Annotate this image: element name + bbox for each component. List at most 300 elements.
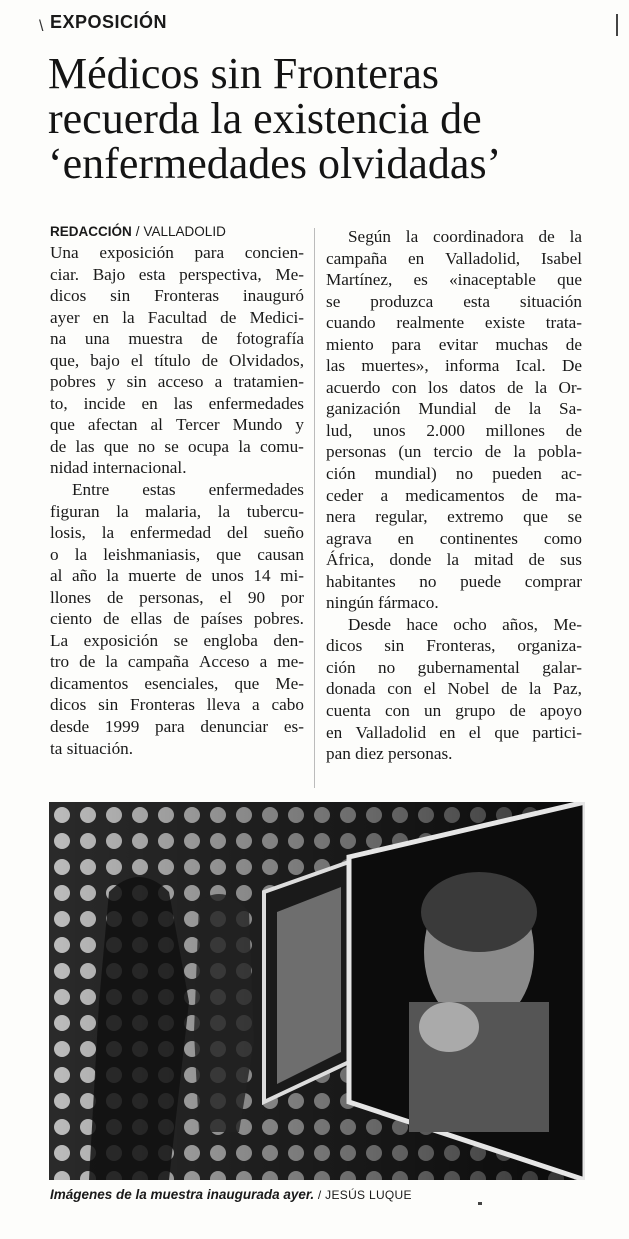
- article-line: [50, 673, 304, 695]
- word: coordinadora: [433, 227, 524, 246]
- article-line: [50, 393, 304, 415]
- word: Ical.: [515, 356, 546, 376]
- word: esenciales,: [144, 673, 219, 693]
- word: Una: [50, 243, 79, 262]
- word: de: [521, 485, 539, 505]
- article-line: [326, 226, 582, 248]
- word: cuando: [326, 313, 376, 333]
- word: y: [295, 415, 304, 435]
- word: la: [569, 227, 582, 246]
- word: hace: [406, 614, 438, 634]
- word: ocupa: [188, 436, 230, 456]
- word: las: [75, 436, 95, 456]
- article-line: pan diez personas.: [326, 744, 453, 764]
- caption-text: Imágenes de la muestra inaugurada ayer.: [50, 1187, 315, 1202]
- photo-credit: / JESÚS LUQUE: [317, 1188, 412, 1202]
- word: sin: [110, 286, 131, 306]
- word: a: [380, 485, 389, 505]
- word: galar-: [542, 657, 582, 677]
- word: se: [326, 291, 341, 311]
- word: un: [423, 701, 442, 721]
- word: ciar.: [50, 264, 80, 284]
- word: de: [484, 442, 502, 462]
- word: y: [106, 372, 116, 392]
- word: en: [407, 248, 425, 268]
- word: el: [130, 350, 144, 370]
- word: tro: [50, 652, 70, 672]
- word: llones: [50, 587, 92, 607]
- word: ac-: [560, 464, 582, 484]
- word: mitad: [474, 550, 514, 570]
- word: en: [439, 722, 456, 742]
- word: unos: [211, 566, 244, 586]
- word: De: [561, 356, 582, 376]
- word: donde: [389, 550, 432, 570]
- word: de: [507, 377, 524, 397]
- word: Me-: [553, 614, 582, 634]
- word: Or-: [558, 377, 582, 397]
- word: pobres: [50, 372, 96, 392]
- article-line: [326, 678, 582, 700]
- word: al: [50, 566, 63, 586]
- word: miento: [326, 334, 374, 354]
- word: de: [501, 679, 518, 699]
- article-line: [50, 565, 304, 587]
- photo-caption: [50, 1187, 412, 1202]
- word: Facultad: [147, 307, 207, 327]
- word: enfermedades: [208, 393, 304, 413]
- word: perspectiva,: [179, 264, 262, 284]
- article-line: ningún fármaco.: [326, 593, 439, 613]
- article-line: [326, 571, 582, 593]
- word: dicamentos: [50, 673, 129, 693]
- word: Martínez,: [326, 270, 393, 290]
- word: de: [565, 334, 582, 354]
- article-line: [50, 716, 304, 738]
- word: de: [509, 701, 526, 721]
- word: en: [141, 393, 158, 413]
- article-line: [50, 328, 304, 350]
- article-line: [50, 501, 304, 523]
- word: de: [107, 587, 124, 607]
- word: los: [427, 377, 449, 397]
- word: para: [391, 334, 422, 354]
- word: Mundo: [232, 415, 283, 435]
- word: Valladolid: [355, 722, 427, 742]
- byline: [50, 224, 304, 239]
- word: acceso: [157, 372, 204, 392]
- article-line: [326, 441, 582, 463]
- word: o: [50, 544, 59, 564]
- word: me-: [277, 652, 304, 672]
- word: que: [494, 722, 520, 742]
- margin-mark: [478, 1202, 482, 1205]
- word: que: [216, 544, 242, 564]
- word: de: [220, 307, 237, 327]
- word: millones: [485, 420, 545, 440]
- article-line: [50, 414, 304, 436]
- word: que: [234, 673, 260, 693]
- word: no: [419, 571, 437, 591]
- word: en: [92, 307, 109, 327]
- word: Fronteras: [130, 695, 195, 715]
- word: exposición: [99, 243, 174, 262]
- article-line: [50, 608, 304, 630]
- word: años,: [502, 614, 538, 634]
- word: la: [534, 377, 548, 397]
- word: es-: [283, 717, 304, 737]
- word: den-: [273, 630, 304, 650]
- word: que: [557, 270, 582, 290]
- word: losis,: [50, 523, 86, 543]
- word: 14: [253, 566, 271, 586]
- article-line: [326, 420, 582, 442]
- word: exposición: [83, 630, 159, 650]
- word: informa: [444, 356, 500, 376]
- word: no: [455, 464, 474, 484]
- article-line: [50, 242, 304, 264]
- article-line: [326, 398, 582, 420]
- byline-separator: /: [135, 224, 140, 239]
- word: datos: [459, 377, 496, 397]
- word: la: [217, 501, 231, 521]
- word: de: [538, 227, 555, 246]
- word: una: [84, 329, 110, 349]
- margin-mark: \: [39, 18, 44, 35]
- word: 2.000: [426, 420, 465, 440]
- word: regular,: [375, 507, 428, 527]
- word: a: [259, 652, 268, 672]
- word: como: [543, 528, 582, 548]
- word: de: [173, 609, 190, 629]
- word: continentes: [439, 528, 518, 548]
- article-line: [326, 549, 582, 571]
- article-line: [326, 722, 582, 744]
- article-column-left: [50, 224, 304, 759]
- word: ganización: [326, 399, 401, 419]
- article-line: [50, 285, 304, 307]
- word: el: [219, 587, 232, 607]
- word: Sa-: [559, 399, 582, 419]
- word: título: [154, 350, 191, 370]
- word: la: [74, 544, 88, 564]
- article-line: nidad internacional.: [50, 458, 187, 478]
- word: evitar: [438, 334, 478, 354]
- word: na: [50, 329, 67, 349]
- word: to,: [50, 393, 68, 413]
- byline-author: REDACCIÓN: [50, 224, 132, 239]
- word: dicos: [50, 286, 87, 306]
- word: de: [201, 350, 218, 370]
- article-line: [326, 528, 582, 550]
- word: extremo: [447, 507, 504, 527]
- word: de: [201, 329, 218, 349]
- article-line: [326, 269, 582, 291]
- article-column-right: [326, 226, 582, 765]
- word: engloba: [203, 630, 258, 650]
- article-line: [326, 700, 582, 722]
- word: Fronteras,: [426, 636, 496, 656]
- word: año: [71, 566, 97, 586]
- word: Desde: [348, 614, 391, 634]
- word: comprar: [524, 571, 582, 591]
- word: grupo: [455, 701, 496, 721]
- word: enfermedad: [129, 523, 212, 543]
- word: muertes»,: [361, 356, 429, 376]
- article-line: [50, 350, 304, 372]
- paragraph-block: [326, 226, 582, 765]
- article-line: [50, 544, 304, 566]
- word: de: [494, 399, 511, 419]
- headline: [48, 49, 608, 188]
- article-line: [326, 248, 582, 270]
- article-line: [50, 694, 304, 716]
- column-divider: [314, 228, 315, 788]
- word: que: [50, 415, 75, 435]
- word: figuran: [50, 501, 100, 521]
- word: pobres.: [253, 609, 304, 629]
- word: Valladolid,: [445, 248, 521, 268]
- article-line: [50, 587, 304, 609]
- word: «inaceptable: [449, 270, 536, 290]
- word: concien-: [244, 243, 304, 262]
- word: Fronteras: [154, 286, 220, 306]
- article-line: [326, 355, 582, 377]
- word: de: [185, 566, 202, 586]
- word: produzca: [370, 291, 434, 311]
- word: Bajo: [92, 264, 126, 284]
- word: la: [122, 307, 135, 327]
- word: trata-: [545, 313, 582, 333]
- word: 90: [247, 587, 266, 607]
- word: pueden: [492, 464, 542, 484]
- word: a: [214, 372, 223, 392]
- article-line: [326, 506, 582, 528]
- word: no: [137, 436, 156, 456]
- word: el: [468, 722, 482, 742]
- word: la: [446, 550, 459, 570]
- word: tercio: [433, 442, 473, 462]
- word: personas,: [139, 587, 204, 607]
- word: del: [226, 523, 248, 543]
- word: el: [423, 679, 436, 699]
- word: de: [528, 550, 545, 570]
- word: la: [238, 436, 251, 456]
- word: ciento: [50, 609, 92, 629]
- article-line: [50, 264, 304, 286]
- word: que,: [50, 350, 80, 370]
- word: leishmaniasis,: [103, 544, 201, 564]
- word: dicos: [50, 695, 87, 715]
- word: la: [405, 227, 419, 246]
- word: la: [116, 501, 129, 521]
- headline-line: ‘enfermedades olvidadas’: [48, 138, 502, 188]
- word: fotografía: [236, 329, 304, 349]
- word: Medici-: [249, 307, 304, 327]
- word: organiza-: [517, 636, 582, 656]
- word: a: [252, 695, 260, 715]
- word: es: [413, 270, 428, 290]
- word: afectan: [87, 415, 138, 435]
- word: (un: [398, 442, 422, 462]
- word: bajo: [90, 350, 120, 370]
- article-line: [326, 614, 582, 636]
- article-line: [326, 312, 582, 334]
- word: La: [50, 630, 69, 650]
- article-line: [50, 479, 304, 501]
- word: Según: [348, 227, 391, 246]
- word: 1999: [104, 717, 140, 737]
- photo-image: [49, 802, 585, 1180]
- word: muestra: [128, 329, 183, 349]
- word: de: [50, 436, 67, 456]
- word: esta: [138, 264, 166, 284]
- word: la: [105, 652, 118, 672]
- word: estas: [142, 480, 176, 500]
- word: de: [79, 652, 96, 672]
- word: que: [103, 436, 129, 456]
- word: agrava: [326, 528, 372, 548]
- word: que: [523, 507, 548, 527]
- word: dicos: [326, 636, 363, 656]
- word: ceder: [326, 485, 364, 505]
- word: cabo: [271, 695, 304, 715]
- word: lleva: [206, 695, 241, 715]
- word: causan: [257, 544, 304, 564]
- word: las: [326, 356, 346, 376]
- headline-line: Médicos sin Fronteras: [48, 49, 440, 98]
- word: la: [528, 679, 542, 699]
- word: de: [103, 609, 120, 629]
- word: no: [378, 657, 396, 677]
- article-line: [326, 463, 582, 485]
- word: con: [391, 377, 417, 397]
- word: enfermedades: [208, 480, 304, 500]
- word: sin: [384, 636, 405, 656]
- word: esta: [463, 291, 490, 311]
- article-line: [50, 371, 304, 393]
- section-label: EXPOSICIÓN: [50, 12, 168, 32]
- paragraph-block: [50, 242, 304, 759]
- word: África,: [326, 550, 375, 570]
- word: sueño: [263, 523, 304, 543]
- word: ción: [326, 464, 356, 484]
- word: tratamien-: [233, 372, 304, 392]
- word: Me-: [275, 264, 304, 284]
- word: campaña: [127, 652, 189, 672]
- word: tubercu-: [246, 501, 304, 521]
- word: ocho: [453, 614, 487, 634]
- word: para: [194, 243, 225, 262]
- word: pobla-: [538, 442, 582, 462]
- article-line: [50, 307, 304, 329]
- word: se: [567, 507, 582, 527]
- word: países: [200, 609, 243, 629]
- word: denunciar: [200, 717, 269, 737]
- word: con: [387, 679, 413, 699]
- word: sin: [126, 372, 147, 392]
- word: incide: [83, 393, 126, 413]
- word: con: [385, 701, 410, 721]
- article-line: [50, 522, 304, 544]
- word: Acceso: [198, 652, 250, 672]
- word: ma-: [555, 485, 582, 505]
- word: nera: [326, 507, 356, 527]
- word: mi-: [280, 566, 304, 586]
- word: desde: [50, 717, 90, 737]
- word: existe: [484, 313, 525, 333]
- word: Me-: [275, 673, 304, 693]
- word: sin: [98, 695, 119, 715]
- word: por: [281, 587, 304, 607]
- word: de: [565, 420, 582, 440]
- word: donada: [326, 679, 376, 699]
- word: muchas: [495, 334, 549, 354]
- word: situación: [519, 291, 582, 311]
- word: malaria,: [145, 501, 202, 521]
- word: partici-: [532, 722, 582, 742]
- article-line: ta situación.: [50, 738, 134, 758]
- word: la: [513, 442, 526, 462]
- word: en: [397, 528, 414, 548]
- word: Mundial: [418, 399, 477, 419]
- word: puede: [460, 571, 502, 591]
- word: lud,: [326, 420, 353, 440]
- word: Nobel: [447, 679, 490, 699]
- word: en: [326, 722, 343, 742]
- word: gubernamental: [417, 657, 520, 677]
- article-line: [50, 630, 304, 652]
- word: para: [155, 717, 185, 737]
- word: ellas: [130, 609, 163, 629]
- article-line: [50, 436, 304, 458]
- word: Tercer: [175, 415, 220, 435]
- word: apoyo: [539, 701, 582, 721]
- word: realmente: [396, 313, 465, 333]
- headline-line: recuerda la existencia de: [48, 93, 482, 143]
- article-line: [50, 651, 304, 673]
- word: medicamentos: [405, 485, 505, 505]
- article-line: [326, 334, 582, 356]
- word: comu-: [259, 436, 304, 456]
- margin-mark: [616, 14, 618, 36]
- word: mundial): [374, 464, 437, 484]
- article-photo: [49, 802, 585, 1180]
- word: campaña: [326, 248, 388, 268]
- article-line: [326, 485, 582, 507]
- word: Isabel: [540, 248, 582, 268]
- word: Paz,: [552, 679, 582, 699]
- word: habitantes: [326, 571, 396, 591]
- word: ayer: [50, 307, 80, 327]
- word: unos: [373, 420, 406, 440]
- word: acuerdo: [326, 377, 381, 397]
- word: la: [528, 399, 542, 419]
- word: al: [150, 415, 163, 435]
- word: muerte: [128, 566, 177, 586]
- word: personas: [326, 442, 387, 462]
- word: Olvidados,: [229, 350, 304, 370]
- word: las: [173, 393, 193, 413]
- word: se: [164, 436, 179, 456]
- word: cuenta: [326, 701, 371, 721]
- word: sus: [559, 550, 582, 570]
- word: ción: [326, 657, 356, 677]
- byline-city: VALLADOLID: [143, 224, 226, 239]
- word: inauguró: [242, 286, 304, 306]
- article-line: [326, 291, 582, 313]
- word: la: [106, 566, 119, 586]
